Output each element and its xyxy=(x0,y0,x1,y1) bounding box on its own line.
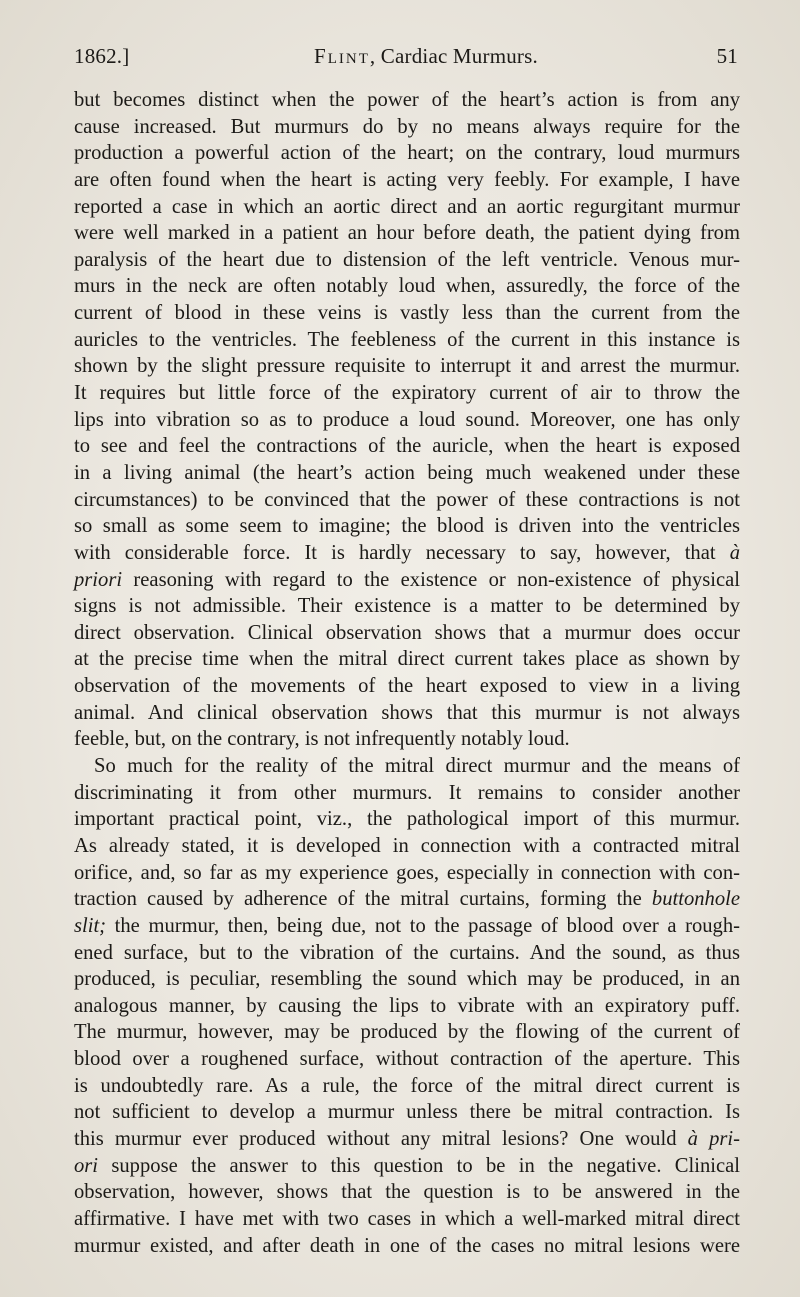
text-segment: but becomes distinct when the power of the heart’s action is from any xyxy=(74,89,740,111)
italic-text: buttonhole xyxy=(651,888,740,911)
text-line xyxy=(74,167,740,194)
text-line xyxy=(74,407,740,434)
text-segment: It requires but little force of the expiratory current of air to throw the xyxy=(74,382,740,405)
text-line xyxy=(74,886,740,913)
text-segment: feeble, but, on the contrary, is not infrequently notably loud. xyxy=(74,728,570,751)
text-segment: orifice, and, so far as my experience goes, especially in connection with con- xyxy=(74,861,740,884)
text-segment: cause increased. But murmurs do by no means always require for the xyxy=(74,115,740,138)
text-segment: produced, is peculiar, resembling the sound which may be produced, in an xyxy=(74,968,740,991)
text-line xyxy=(74,1153,740,1180)
text-line xyxy=(74,140,740,167)
text-segment: reported a case in which an aortic direct and an aortic regurgitant murmur xyxy=(74,195,740,218)
text-segment: murs in the neck are often notably loud when, assuredly, the force of the xyxy=(74,275,740,298)
text-line xyxy=(74,753,740,780)
text-line xyxy=(74,194,740,221)
text-line xyxy=(74,1073,740,1100)
text-line xyxy=(74,567,740,594)
text-segment: this murmur ever produced without any mitral lesions? One would xyxy=(74,1127,688,1150)
text-segment: affirmative. I have met with two cases in which a well-marked mitral direct xyxy=(74,1207,740,1230)
text-segment: shown by the slight pressure requisite to interrupt it and arrest the murmur. xyxy=(74,355,740,378)
text-line xyxy=(74,1206,740,1233)
text-segment: animal. And clinical observation shows that this murmur is not always xyxy=(74,701,740,724)
text-line xyxy=(74,700,740,727)
text-segment: not sufficient to develop a murmur unless there be mitral contraction. Is xyxy=(74,1101,740,1124)
text-segment: The murmur, however, may be produced by the flowing of the current of xyxy=(74,1021,740,1044)
text-line xyxy=(74,833,740,860)
text-segment: suppose the answer to this question to be in the negative. Clinical xyxy=(98,1154,740,1177)
text-line xyxy=(74,540,740,567)
text-segment: circumstances) to be convinced that the power of these contractions is not xyxy=(74,488,740,511)
text-line xyxy=(74,593,740,620)
text-segment: As already stated, it is developed in connection with a contracted mitral xyxy=(74,834,740,857)
text-segment: observation of the movements of the heart exposed to view in a living xyxy=(74,675,740,698)
text-line xyxy=(74,87,740,114)
text-segment: signs is not admissible. Their existence is a matter to be determined by xyxy=(74,595,740,618)
text-segment: traction caused by adherence of the mitral curtains, forming the xyxy=(74,888,652,911)
text-line xyxy=(74,1019,740,1046)
text-segment: production a powerful action of the heart; on the contrary, loud murmurs xyxy=(74,142,740,165)
running-head-title xyxy=(74,44,738,69)
text-line xyxy=(74,1126,740,1153)
text-segment: lips into vibration so as to produce a loud sound. Moreover, one has only xyxy=(74,408,740,431)
text-segment: with considerable force. It is hardly necessary to say, however, that xyxy=(74,541,730,564)
running-head xyxy=(74,44,738,74)
text-line xyxy=(74,487,740,514)
italic-text: à pri- xyxy=(687,1127,740,1150)
text-segment: the murmur, then, being due, not to the passage of blood over a rough- xyxy=(106,914,740,937)
text-segment: blood over a roughened surface, without contraction of the aperture. This xyxy=(74,1048,740,1071)
text-segment: murmur existed, and after death in one of the cases no mitral lesions were xyxy=(74,1234,740,1257)
italic-text: priori xyxy=(74,568,123,591)
text-line xyxy=(74,353,740,380)
text-line xyxy=(74,726,740,753)
text-line xyxy=(74,620,740,647)
text-line xyxy=(74,247,740,274)
text-line xyxy=(74,300,740,327)
text-segment: paralysis of the heart due to distension of the left ventricle. Venous mur- xyxy=(74,248,740,271)
text-segment: reasoning with regard to the existence or non-existence of physical xyxy=(122,568,740,591)
text-line xyxy=(74,806,740,833)
text-line xyxy=(74,993,740,1020)
body-text xyxy=(74,87,740,1259)
text-line xyxy=(74,1179,740,1206)
text-line xyxy=(74,780,740,807)
italic-text: à xyxy=(729,541,740,564)
text-segment: in a living animal (the heart’s action being much weakened under these xyxy=(74,461,740,484)
text-line xyxy=(74,114,740,141)
text-line xyxy=(74,860,740,887)
text-line xyxy=(74,273,740,300)
text-line xyxy=(74,673,740,700)
page-number: 51 xyxy=(716,44,738,68)
text-segment: at the precise time when the mitral direct current takes place as shown by xyxy=(74,648,740,671)
text-line xyxy=(74,940,740,967)
text-line xyxy=(74,1046,740,1073)
text-segment: So much for the reality of the mitral direct murmur and the means of xyxy=(94,755,740,778)
text-segment: analogous manner, by causing the lips to vibrate with an expiratory puff. xyxy=(74,994,740,1017)
text-line xyxy=(74,220,740,247)
text-line xyxy=(74,380,740,407)
text-line xyxy=(74,513,740,540)
text-segment: is undoubtedly rare. As a rule, the force of the mitral direct current is xyxy=(74,1074,740,1097)
text-line xyxy=(74,913,740,940)
running-head-author: Flint xyxy=(314,44,370,68)
text-segment: observation, however, shows that the question is to be answered in the xyxy=(74,1181,740,1204)
text-segment: ened surface, but to the vibration of the curtains. And the sound, as thus xyxy=(74,941,740,964)
text-segment: current of blood in these veins is vastly less than the current from the xyxy=(74,302,740,325)
italic-text: slit; xyxy=(74,914,107,937)
text-line xyxy=(74,646,740,673)
text-segment: so small as some seem to imagine; the blood is driven into the ventricles xyxy=(74,515,740,538)
running-head-title-rest: , Cardiac Murmurs. xyxy=(369,44,538,68)
text-line xyxy=(74,1099,740,1126)
text-segment: direct observation. Clinical observation shows that a murmur does occur xyxy=(74,621,740,644)
italic-text: ori xyxy=(74,1154,99,1177)
text-line xyxy=(74,327,740,354)
running-head-year: 1862.] xyxy=(74,44,130,68)
text-segment: were well marked in a patient an hour before death, the patient dying from xyxy=(74,222,740,245)
text-line xyxy=(74,460,740,487)
text-line xyxy=(74,433,740,460)
text-segment: auricles to the ventricles. The feebleness of the current in this instance is xyxy=(74,328,740,351)
text-segment: to see and feel the contractions of the auricle, when the heart is exposed xyxy=(74,435,740,458)
text-line xyxy=(74,1233,740,1260)
text-segment: discriminating it from other murmurs. It remains to consider another xyxy=(74,781,740,804)
text-segment: are often found when the heart is acting very feebly. For example, I have xyxy=(74,168,740,191)
text-line xyxy=(74,966,740,993)
text-segment: important practical point, viz., the pathological import of this murmur. xyxy=(74,808,740,831)
